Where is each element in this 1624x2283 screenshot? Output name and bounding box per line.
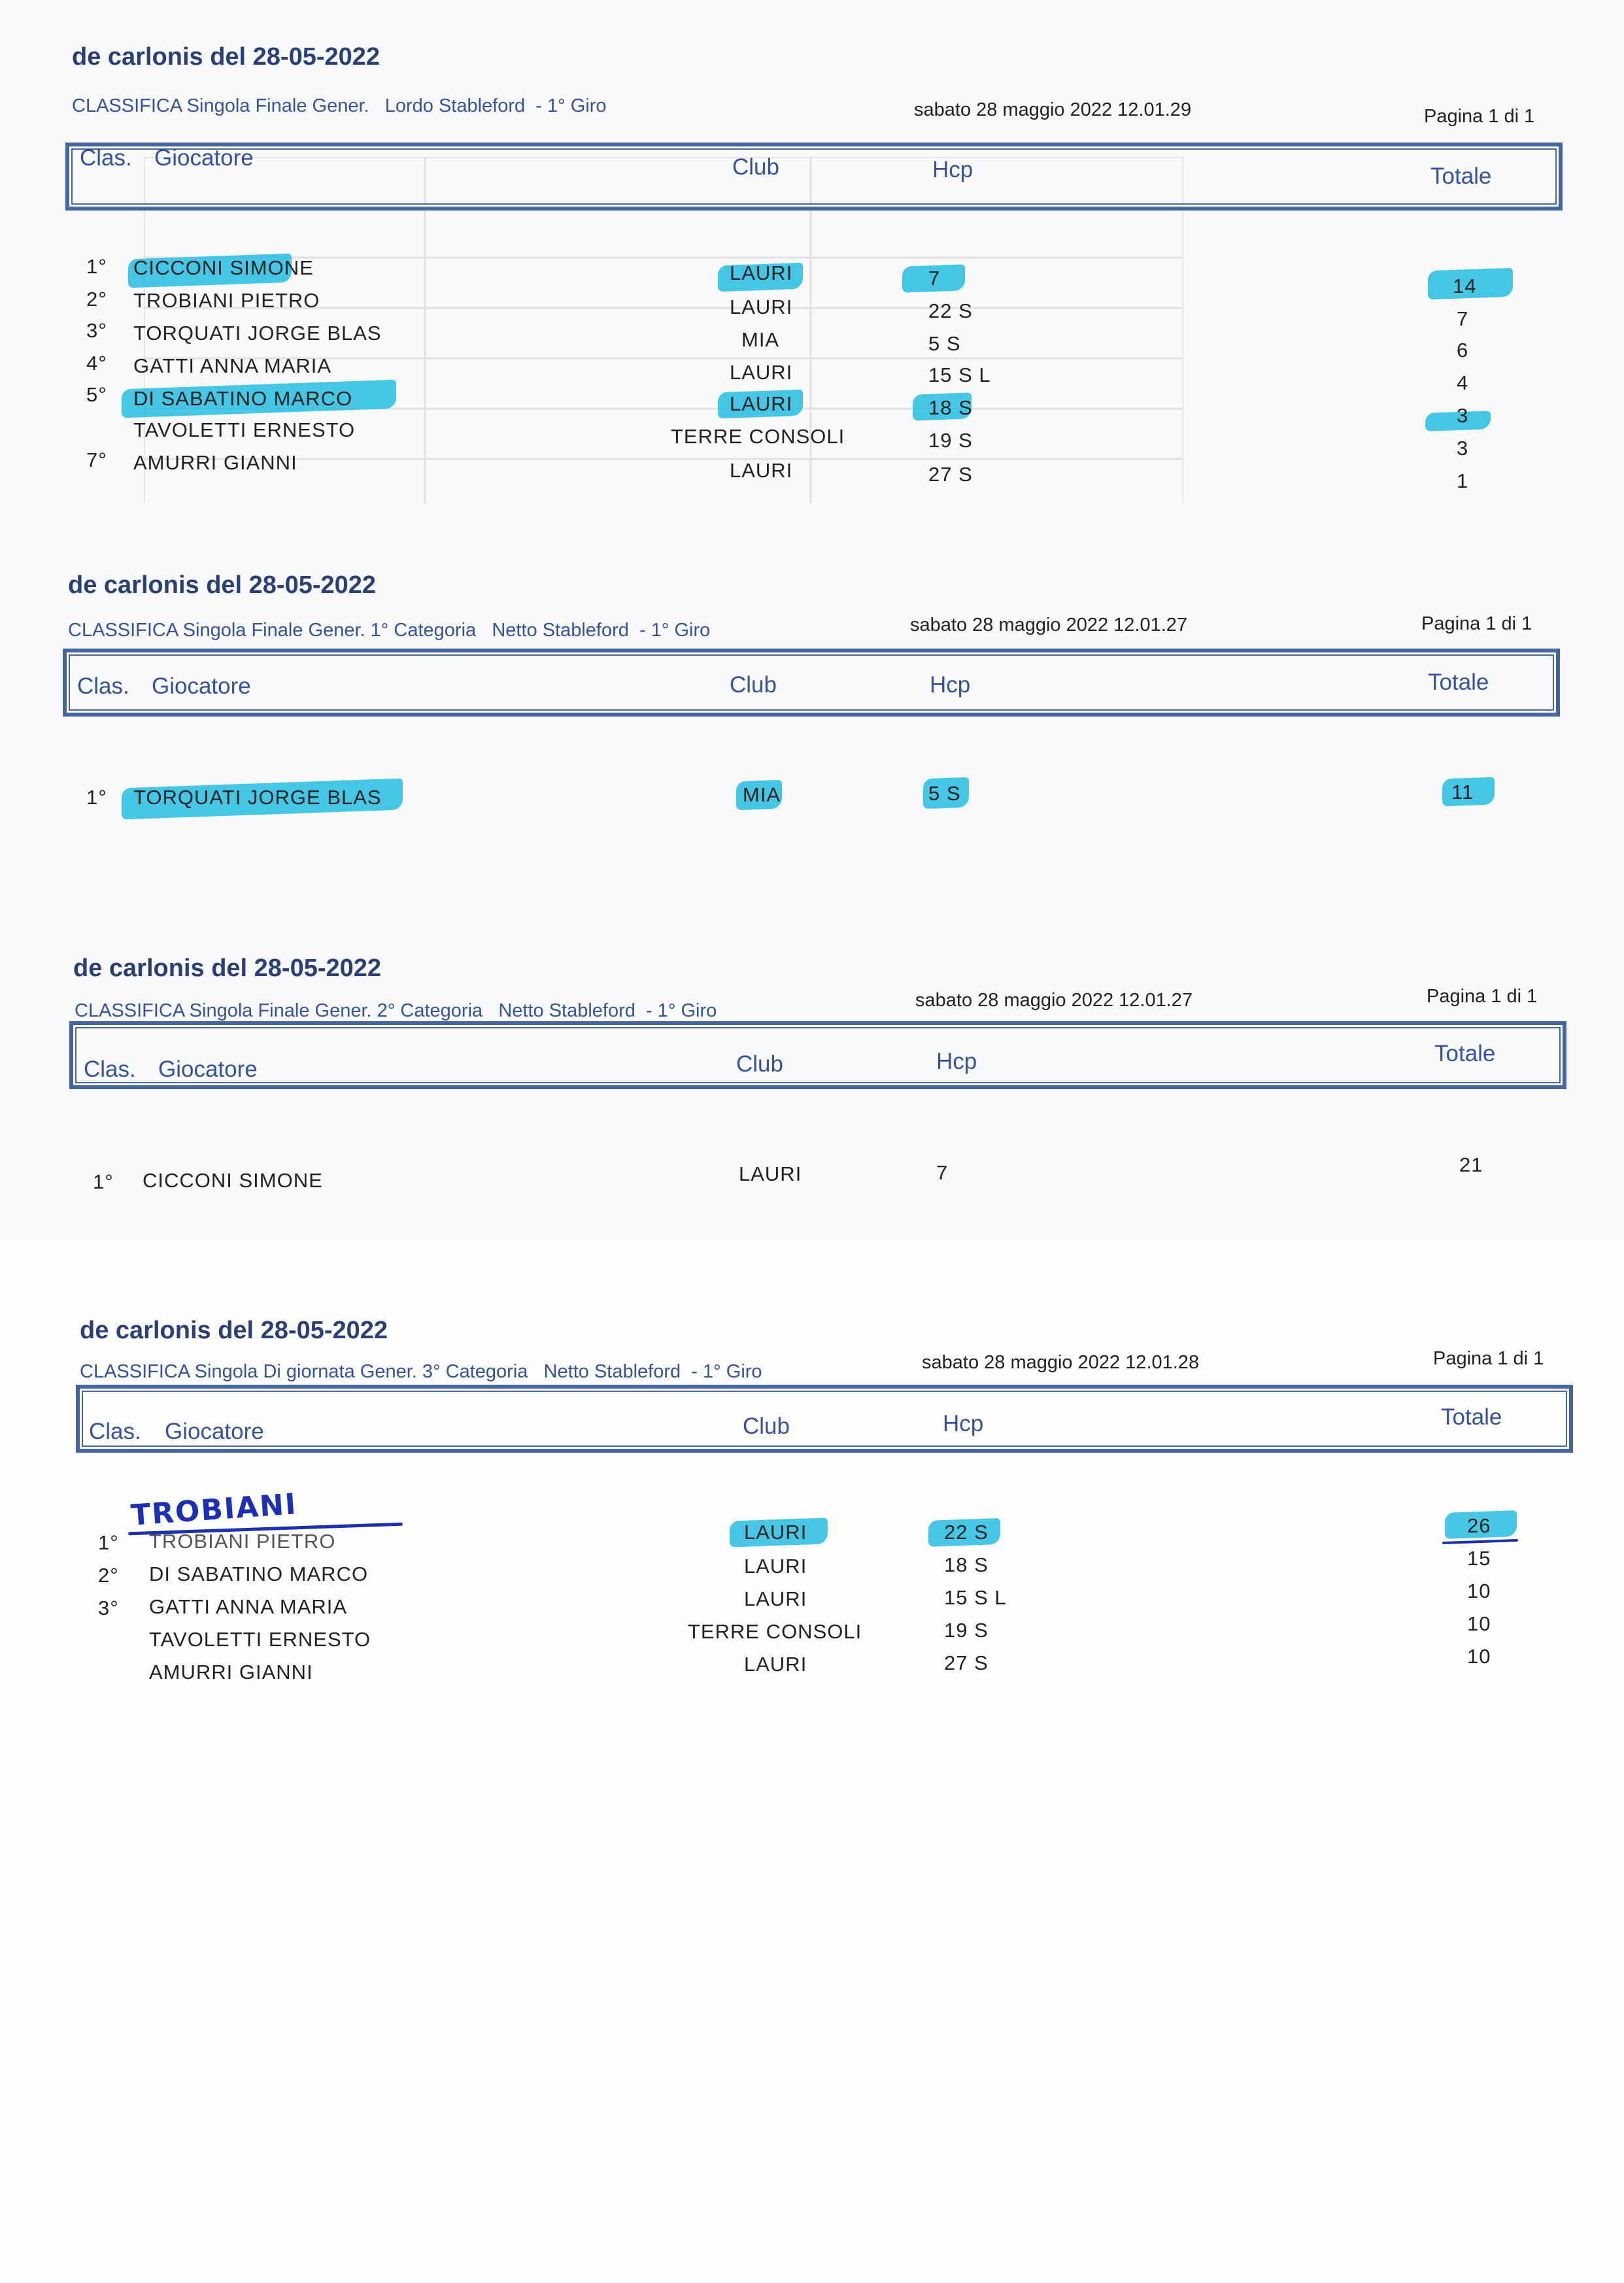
table-header-box bbox=[65, 143, 1563, 211]
handwritten-name: TROBIANI bbox=[129, 1487, 298, 1532]
row-hcp: 7 bbox=[928, 267, 941, 290]
sheet-subtitle: CLASSIFICA Singola Di giornata Gener. 3° Categoria Netto Stableford - 1° Giro bbox=[80, 1361, 762, 1382]
sheet-page-number: Pagina 1 di 1 bbox=[1421, 613, 1532, 634]
row-player: TORQUATI JORGE BLAS bbox=[133, 322, 382, 345]
header-giocatore: Giocatore bbox=[165, 1419, 264, 1444]
row-club: LAURI bbox=[730, 459, 793, 482]
row-player: GATTI ANNA MARIA bbox=[133, 354, 332, 377]
row-total: 4 bbox=[1457, 371, 1469, 394]
row-player: CICCONI SIMONE bbox=[143, 1169, 323, 1192]
row-total: 21 bbox=[1459, 1153, 1483, 1176]
header-clas: Clas. bbox=[80, 145, 132, 171]
results-sheet-cat1 bbox=[0, 503, 1624, 875]
sheet-datetime: sabato 28 maggio 2022 12.01.28 bbox=[922, 1352, 1200, 1373]
row-club: LAURI bbox=[744, 1587, 807, 1610]
row-club: LAURI bbox=[730, 361, 793, 384]
row-total: 15 bbox=[1467, 1547, 1491, 1570]
header-totale: Totale bbox=[1428, 669, 1489, 695]
row-club: TERRE CONSOLI bbox=[688, 1620, 862, 1643]
row-player: TROBIANI PIETRO bbox=[149, 1530, 336, 1553]
sheet-page-number: Pagina 1 di 1 bbox=[1424, 106, 1535, 127]
header-hcp: Hcp bbox=[936, 1049, 977, 1074]
row-hcp: 19 S bbox=[944, 1619, 989, 1642]
sheet-title: de carlonis del 28-05-2022 bbox=[80, 1317, 388, 1344]
table-header-box bbox=[69, 1021, 1566, 1089]
header-giocatore: Giocatore bbox=[152, 673, 251, 699]
header-giocatore: Giocatore bbox=[158, 1057, 258, 1082]
row-hcp: 18 S bbox=[928, 396, 973, 419]
row-total: 1 bbox=[1457, 469, 1469, 492]
row-position: 3° bbox=[86, 319, 107, 342]
row-hcp: 22 S bbox=[944, 1521, 989, 1544]
row-total: 7 bbox=[1457, 307, 1469, 330]
row-total: 10 bbox=[1467, 1645, 1491, 1668]
sheet-title: de carlonis del 28-05-2022 bbox=[68, 571, 377, 599]
row-total: 6 bbox=[1457, 339, 1469, 362]
row-club: LAURI bbox=[730, 262, 793, 284]
header-hcp: Hcp bbox=[943, 1411, 984, 1436]
sheet-datetime: sabato 28 maggio 2022 12.01.27 bbox=[915, 990, 1193, 1011]
sheet-title: de carlonis del 28-05-2022 bbox=[73, 955, 382, 982]
row-player: CICCONI SIMONE bbox=[133, 256, 314, 279]
header-totale: Totale bbox=[1430, 163, 1492, 189]
header-hcp: Hcp bbox=[932, 157, 973, 182]
row-position: 4° bbox=[86, 352, 107, 375]
header-hcp: Hcp bbox=[930, 672, 971, 698]
row-position: 7° bbox=[86, 448, 107, 471]
results-sheet-cat2 bbox=[0, 873, 1624, 1241]
row-player: GATTI ANNA MARIA bbox=[149, 1595, 348, 1618]
sheet-title: de carlonis del 28-05-2022 bbox=[72, 43, 381, 71]
row-player: TAVOLETTI ERNESTO bbox=[133, 418, 356, 441]
row-club: TERRE CONSOLI bbox=[671, 425, 845, 448]
row-hcp: 15 S L bbox=[928, 364, 991, 386]
row-player: TAVOLETTI ERNESTO bbox=[149, 1628, 371, 1651]
row-club: LAURI bbox=[739, 1162, 802, 1185]
row-total: 3 bbox=[1457, 437, 1469, 460]
row-total: 10 bbox=[1467, 1612, 1491, 1635]
header-totale: Totale bbox=[1434, 1041, 1496, 1066]
header-club: Club bbox=[730, 672, 777, 698]
row-position: 1° bbox=[98, 1531, 119, 1554]
row-hcp: 5 S bbox=[928, 332, 961, 355]
row-total: 11 bbox=[1451, 781, 1474, 803]
row-player: DI SABATINO MARCO bbox=[133, 387, 353, 410]
row-player: DI SABATINO MARCO bbox=[149, 1563, 369, 1585]
sheet-subtitle: CLASSIFICA Singola Finale Gener. Lordo Stableford - 1° Giro bbox=[72, 95, 607, 116]
header-giocatore: Giocatore bbox=[154, 145, 254, 171]
sheet-page-number: Pagina 1 di 1 bbox=[1427, 986, 1538, 1007]
table-header-box bbox=[76, 1385, 1573, 1453]
header-club: Club bbox=[732, 154, 779, 180]
sheet-datetime: sabato 28 maggio 2022 12.01.29 bbox=[914, 99, 1192, 120]
sheet-page-number: Pagina 1 di 1 bbox=[1433, 1348, 1544, 1369]
row-player: AMURRI GIANNI bbox=[149, 1661, 313, 1683]
row-position: 1° bbox=[93, 1170, 114, 1193]
row-position: 5° bbox=[86, 383, 107, 406]
row-total: 3 bbox=[1457, 404, 1469, 427]
row-club: LAURI bbox=[730, 392, 793, 415]
sheet-datetime: sabato 28 maggio 2022 12.01.27 bbox=[910, 615, 1188, 635]
row-hcp: 15 S L bbox=[944, 1586, 1007, 1609]
row-position: 1° bbox=[86, 255, 107, 278]
row-player: TROBIANI PIETRO bbox=[133, 289, 320, 312]
header-club: Club bbox=[743, 1413, 790, 1439]
row-player: AMURRI GIANNI bbox=[133, 451, 297, 474]
row-player: TORQUATI JORGE BLAS bbox=[133, 786, 382, 809]
row-club: MIA bbox=[743, 783, 781, 806]
row-hcp: 7 bbox=[936, 1161, 949, 1184]
ink-underline bbox=[1442, 1539, 1518, 1544]
row-position: 2° bbox=[86, 288, 107, 311]
row-position: 2° bbox=[98, 1564, 119, 1587]
results-sheet-cat3 bbox=[0, 1240, 1624, 2283]
row-hcp: 19 S bbox=[928, 429, 973, 452]
row-position: 1° bbox=[86, 786, 107, 809]
row-hcp: 27 S bbox=[944, 1651, 989, 1674]
table-header-box bbox=[63, 649, 1560, 717]
row-club: LAURI bbox=[744, 1555, 807, 1578]
row-total: 14 bbox=[1453, 275, 1477, 297]
sheet-subtitle: CLASSIFICA Singola Finale Gener. 2° Categoria Netto Stableford - 1° Giro bbox=[75, 1000, 717, 1021]
row-club: MIA bbox=[741, 328, 780, 351]
row-club: LAURI bbox=[744, 1521, 807, 1544]
results-sheet-lordo bbox=[0, 0, 1624, 505]
sheet-subtitle: CLASSIFICA Singola Finale Gener. 1° Categoria Netto Stableford - 1° Giro bbox=[68, 620, 711, 641]
header-clas: Clas. bbox=[77, 673, 129, 699]
row-hcp: 18 S bbox=[944, 1553, 989, 1576]
header-clas: Clas. bbox=[89, 1419, 141, 1444]
header-club: Club bbox=[736, 1051, 783, 1077]
header-clas: Clas. bbox=[84, 1057, 136, 1082]
row-hcp: 5 S bbox=[928, 782, 961, 805]
row-hcp: 22 S bbox=[928, 299, 973, 322]
row-total: 26 bbox=[1467, 1514, 1491, 1537]
header-totale: Totale bbox=[1441, 1404, 1502, 1430]
row-club: LAURI bbox=[744, 1653, 807, 1676]
row-position: 3° bbox=[98, 1597, 119, 1619]
row-club: LAURI bbox=[730, 296, 793, 318]
row-total: 10 bbox=[1467, 1580, 1491, 1602]
row-hcp: 27 S bbox=[928, 463, 973, 486]
